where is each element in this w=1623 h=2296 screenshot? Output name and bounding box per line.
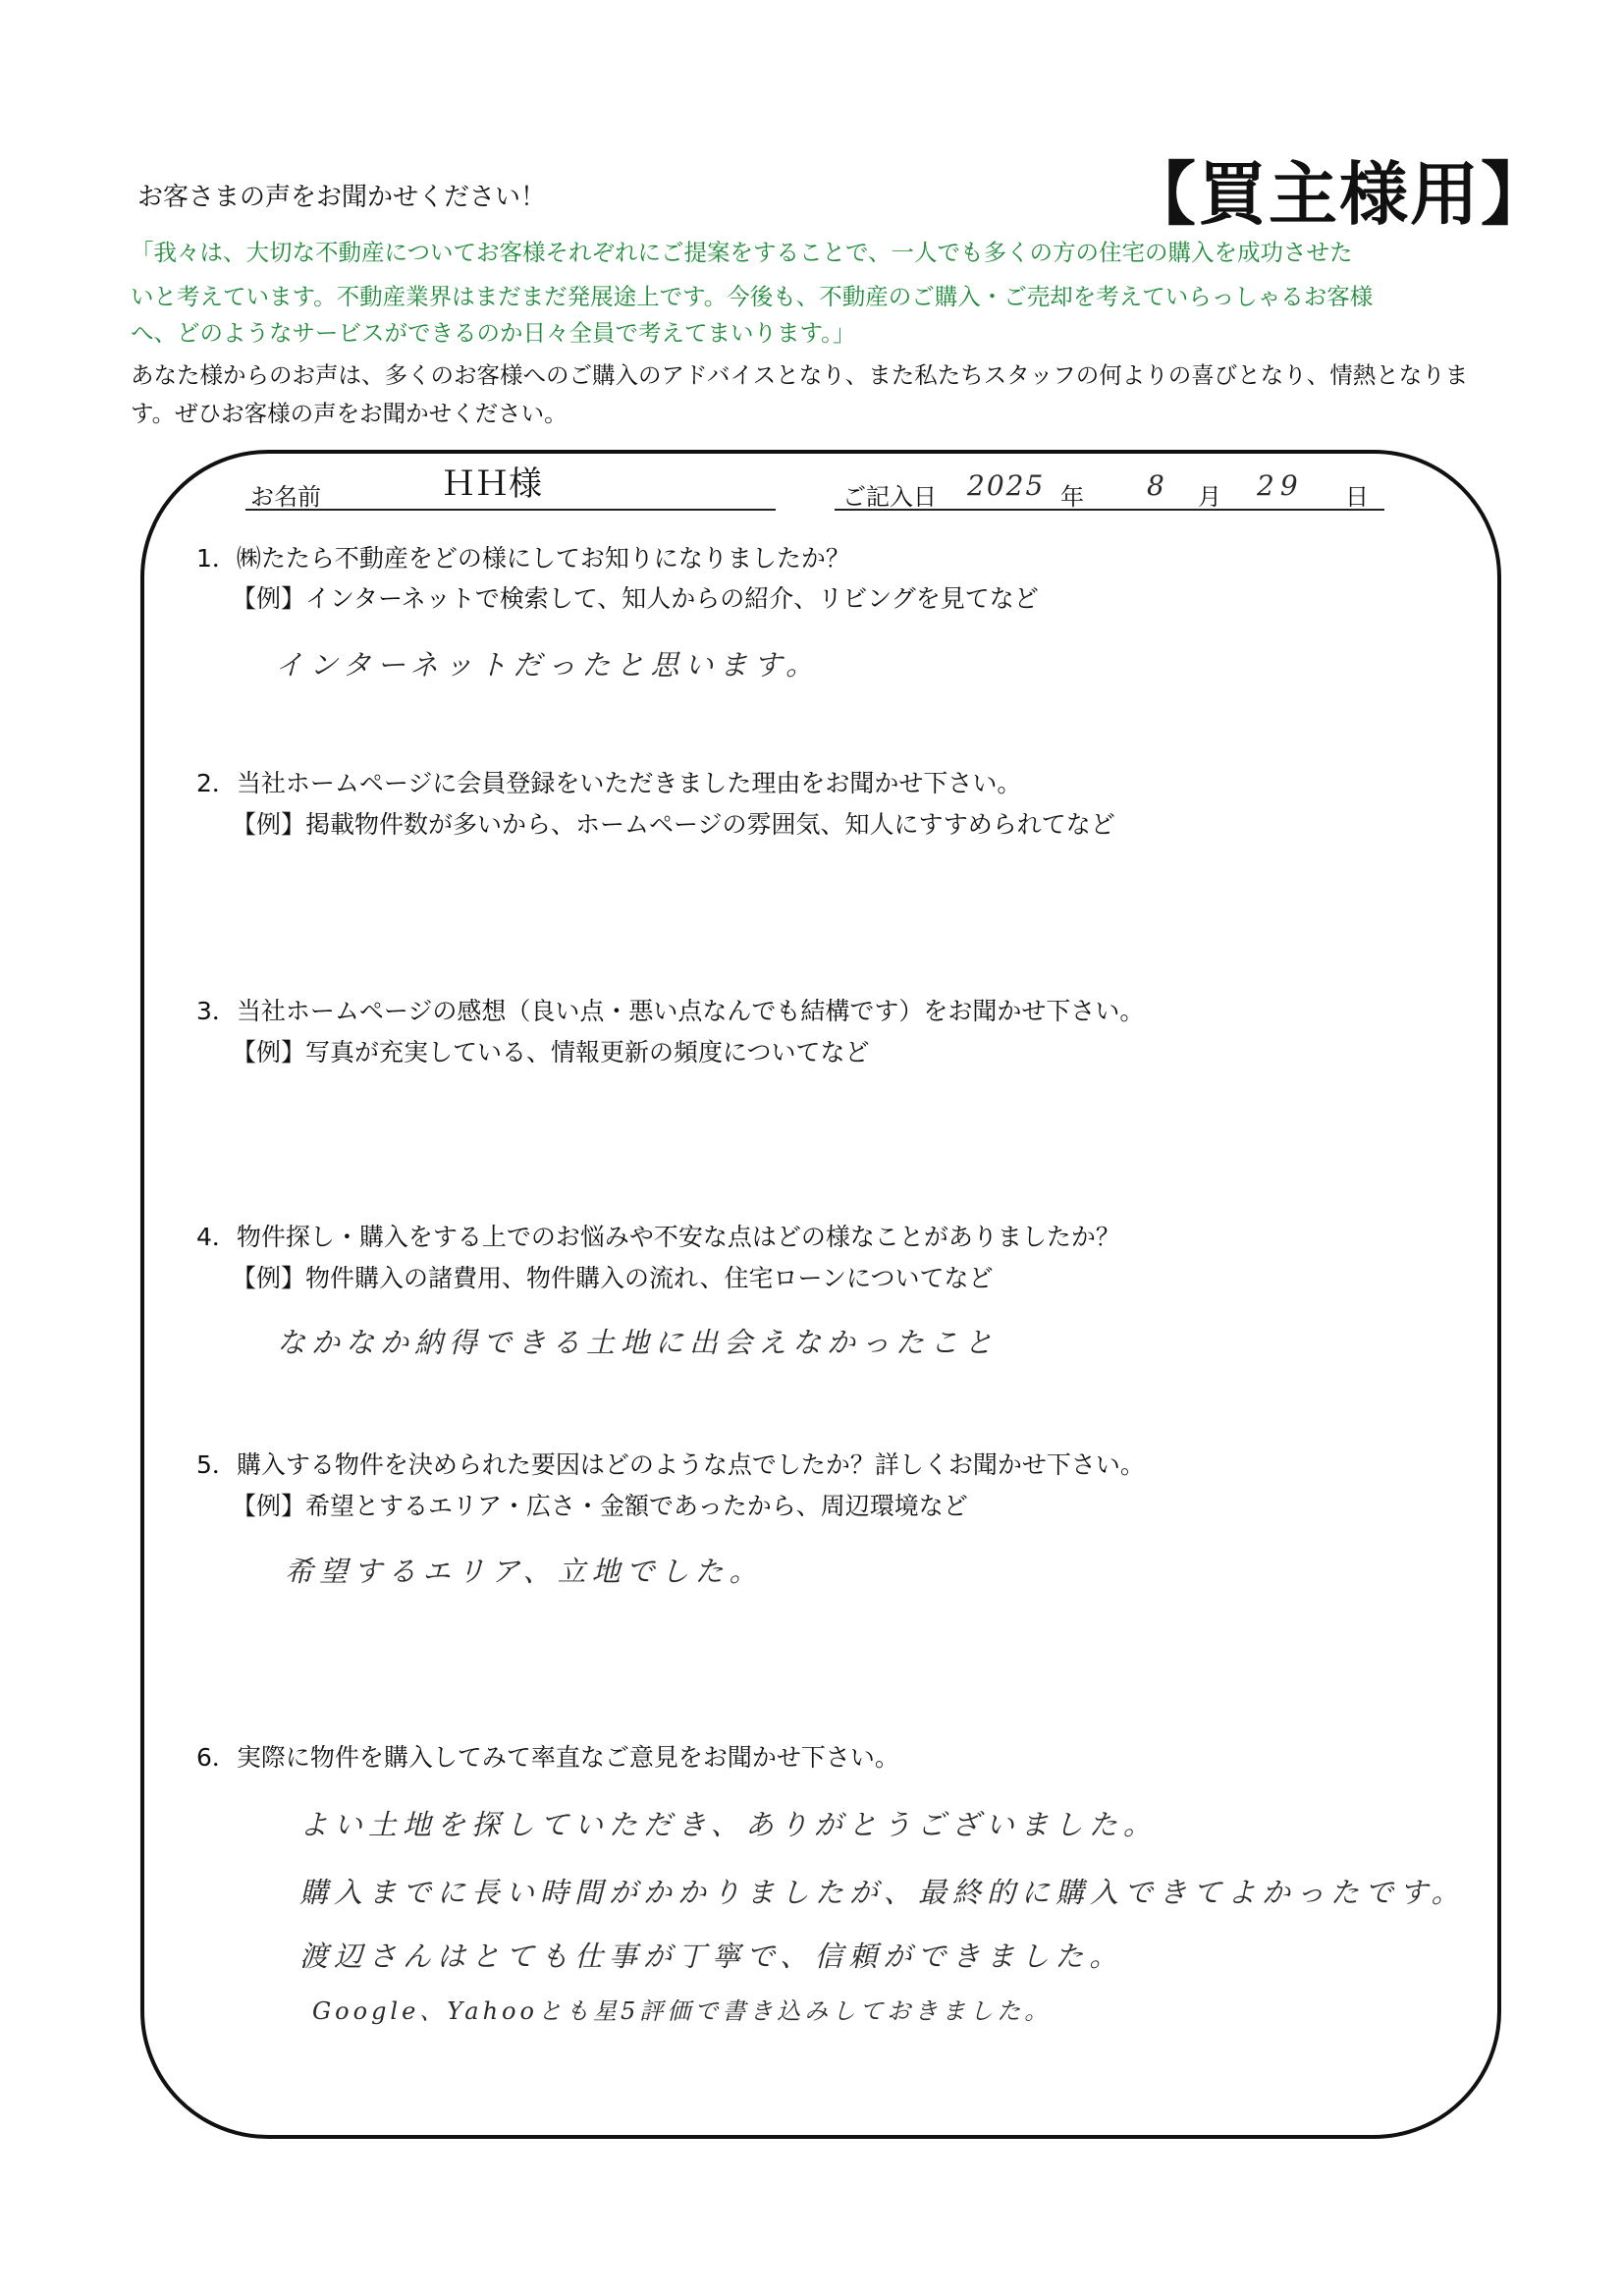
- example-2: 【例】掲載物件数が多いから、ホームページの雰囲気、知人にすすめられてなど: [232, 810, 1115, 839]
- year-value[interactable]: 2025: [967, 469, 1046, 502]
- example-5: 【例】希望とするエリア・広さ・金額であったから、周辺環境など: [232, 1492, 968, 1520]
- company-message-line-2: いと考えています。不動産業界はまだまだ発展途上です。今後も、不動産のご購入・ご売却を考えていらっしゃるお客様: [131, 283, 1374, 310]
- answer-6-line-3[interactable]: 渡辺さんはとても仕事が丁寧で、信頼ができました。: [299, 1940, 1124, 1973]
- company-message-line-1: 「我々は、大切な不動産についてお客様それぞれにご提案をすることで、一人でも多くの方の住宅の購入を成功させた: [131, 239, 1353, 266]
- day-unit: 日: [1345, 483, 1369, 511]
- name-value[interactable]: ＨＨ様: [442, 465, 542, 504]
- question-1: 1．㈱たたら不動産をどの様にしてお知りになりましたか？: [196, 544, 850, 573]
- question-5: 5．購入する物件を決められた要因はどのような点でしたか？詳しくお聞かせ下さい。: [196, 1450, 1145, 1479]
- example-1: 【例】インターネットで検索して、知人からの紹介、リビングを見てなど: [232, 584, 1039, 613]
- date-underline: [835, 509, 1384, 511]
- answer-5-line-1[interactable]: 希望するエリア、立地でした。: [285, 1555, 764, 1588]
- answer-1-line-1[interactable]: インターネットだったと思います。: [275, 648, 821, 682]
- year-unit: 年: [1060, 483, 1084, 511]
- date-label: ご記入日: [842, 483, 937, 511]
- request-message-line-2: す。ぜひお客様の声をお聞かせください。: [131, 400, 568, 427]
- answer-6-line-2[interactable]: 購入までに長い時間がかかりましたが、最終的に購入できてよかったです。: [299, 1876, 1466, 1909]
- month-unit: 月: [1198, 483, 1221, 511]
- form-heading: お客さまの声をお聞かせください！: [137, 183, 547, 212]
- page-title: 【買主様用】: [1127, 154, 1551, 235]
- request-message-line-1: あなた様からのお声は、多くのお客様へのご購入のアドバイスとなり、また私たちスタッフの何よりの喜びとなり、情熱となりま: [131, 361, 1469, 389]
- question-4: 4．物件探し・購入をする上でのお悩みや不安な点はどの様なことがありましたか？: [196, 1223, 1120, 1251]
- answer-6-line-4[interactable]: Google、Yahooとも星5評価で書き込みしておきました。: [312, 1997, 1053, 2025]
- day-value[interactable]: 29: [1257, 469, 1304, 502]
- company-message-line-3: へ、どのようなサービスができるのか日々全員で考えてまいります。」: [131, 319, 856, 347]
- name-label: お名前: [250, 483, 321, 511]
- question-6: 6．実際に物件を購入してみて率直なご意見をお聞かせ下さい。: [196, 1743, 899, 1772]
- example-3: 【例】写真が充実している、情報更新の頻度についてなど: [232, 1038, 870, 1066]
- question-3: 3．当社ホームページの感想（良い点・悪い点なんでも結構です）をお聞かせ下さい。: [196, 997, 1145, 1025]
- example-4: 【例】物件購入の諸費用、物件購入の流れ、住宅ローンについてなど: [232, 1264, 994, 1292]
- answer-4-line-1[interactable]: なかなか納得できる土地に出会えなかったこと: [277, 1326, 1000, 1359]
- answer-6-line-1[interactable]: よい土地を探していただき、ありがとうございました。: [299, 1808, 1158, 1841]
- question-2: 2．当社ホームページに会員登録をいただきました理由をお聞かせ下さい。: [196, 769, 1022, 797]
- name-underline: [245, 509, 776, 511]
- month-value[interactable]: 8: [1147, 469, 1170, 502]
